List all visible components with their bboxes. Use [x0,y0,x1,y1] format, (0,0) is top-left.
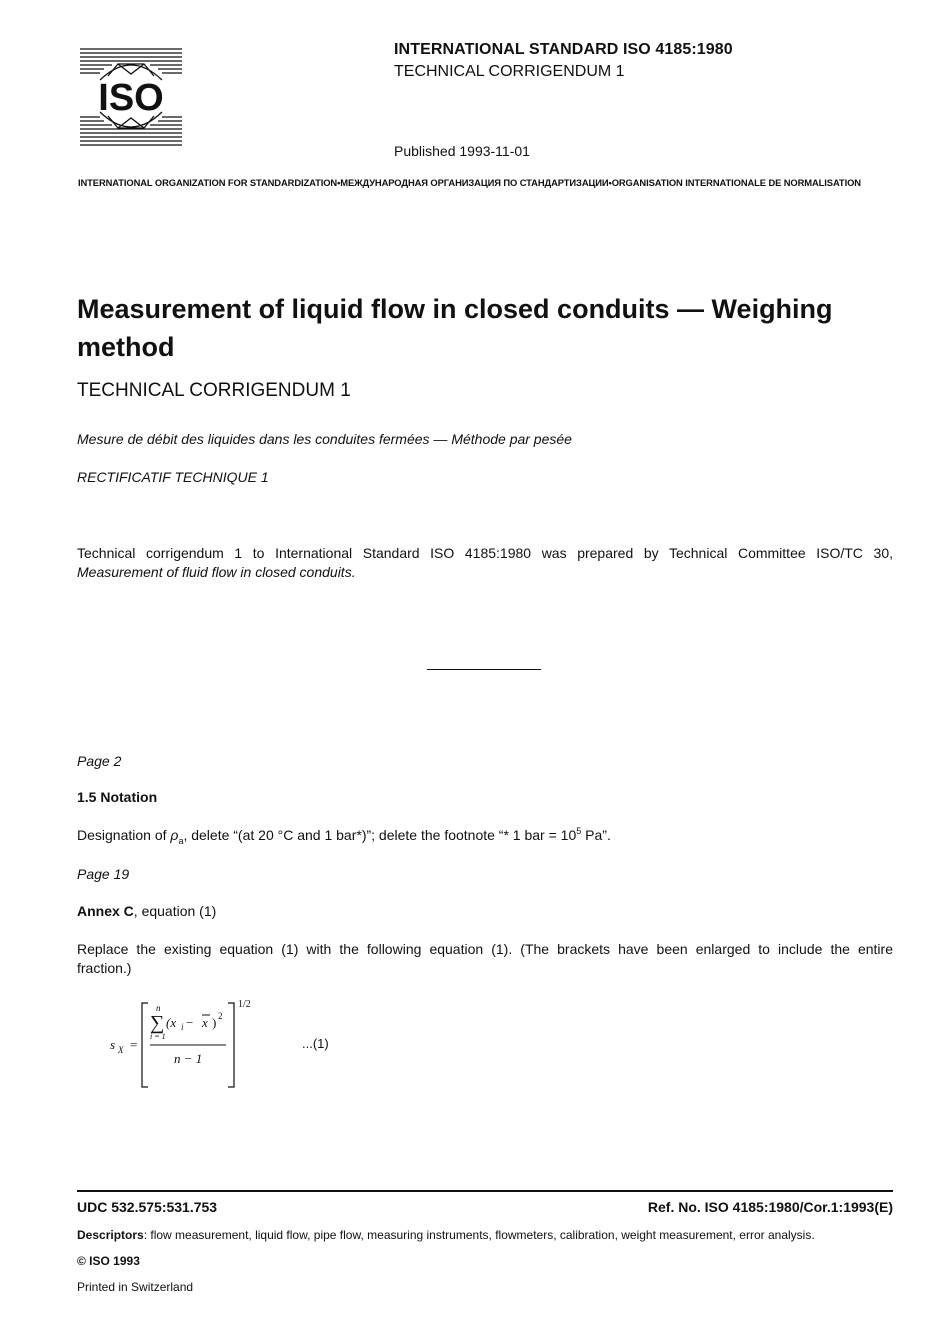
publication-date: Published 1993-11-01 [394,143,530,159]
section-heading: 1.5 Notation [77,789,158,805]
annex-equation: , equation (1) [133,903,217,919]
eq-equals: = [130,1037,138,1052]
footer-rule [77,1190,893,1192]
iso-logo [78,46,184,148]
designation-correction [77,826,611,846]
eq-numerator-close: ) [212,1015,217,1030]
standard-number: INTERNATIONAL STANDARD ISO 4185:1980 [394,41,733,58]
preparation-note-line1: Technical corrigendum 1 to International Standard ISO 4185:1980 was prepared by Technical Committee ISO/TC 30, [77,545,893,561]
french-subtitle: RECTIFICATIF TECHNIQUE 1 [77,469,269,485]
page-reference-19: Page 19 [77,866,130,882]
eq-denominator: n − 1 [174,1051,203,1066]
eq-square: 2 [218,1011,223,1021]
printed-location: Printed in Switzerland [77,1280,194,1294]
eq-left-bracket [142,1003,148,1087]
page-reference: Page 2 [77,753,122,769]
rho-symbol: ρ [170,827,179,843]
eq-sigma: ∑ [150,1012,165,1034]
organization-names: INTERNATIONAL ORGANIZATION FOR STANDARDIZATION•МЕЖДУНАРОДНАЯ ОРГАНИЗАЦИЯ ПО СТАНДАРТИЗАЦИИ•ORGANISATION INTERNATIONALE DE NORMALISATION [78,177,861,188]
committee-title: Measurement of fluid flow in closed conduits. [77,564,356,580]
replacement-instruction [77,940,893,978]
rho-subscript: a [178,835,184,846]
designation-text: Designation of [77,827,171,843]
annex-reference [77,903,216,919]
document-subtitle: TECHNICAL CORRIGENDUM 1 [77,380,351,401]
eq-right-bracket [228,1003,234,1087]
eq-numerator-sub: i [181,1022,184,1032]
annex-label: Annex C [77,903,134,919]
iso-logo-text: ISO [98,77,164,119]
eq-numerator: (x [166,1015,177,1030]
eq-power: 1/2 [238,999,251,1010]
french-title: Mesure de débit des liquides dans les conduites fermées — Méthode par pesée [77,431,572,447]
exponent: 5 [576,826,582,836]
descriptors-label: Descriptors [77,1228,144,1242]
eq-lhs-sub: X [118,1045,124,1055]
udc-number: UDC 532.575:531.753 [77,1199,218,1215]
eq-minus: − [186,1015,194,1030]
eq-sum-top: n [156,1003,161,1013]
corrigendum-header: TECHNICAL CORRIGENDUM 1 [394,63,625,80]
eq-xbar: x [202,1015,208,1030]
document-title: Measurement of liquid flow in closed conduits — Weighing method [77,294,833,362]
designation-text-mid: , delete “(at 20 °C and 1 bar*)”; delete the footnote “* 1 bar = 10 [183,827,577,843]
replacement-line2: fraction.) [77,960,132,976]
descriptors-text: : flow measurement, liquid flow, pipe flow, measuring instruments, flowmeters, calibration, weight measurement, error analysis. [143,1228,815,1242]
replacement-line1: Replace the existing equation (1) with the following equation (1). (The brackets have been enlarged to include the entire [77,941,893,957]
reference-number: Ref. No. ISO 4185:1980/Cor.1:1993(E) [647,1199,893,1215]
eq-sum-bottom: i = 1 [150,1032,166,1041]
preparation-note [77,544,893,582]
eq-lhs: s [110,1037,116,1052]
descriptors [77,1228,815,1242]
designation-text-end: Pa”. [581,827,611,843]
copyright: © ISO 1993 [77,1254,140,1268]
separator-line [427,669,541,670]
equation-label: ...(1) [302,1036,329,1051]
